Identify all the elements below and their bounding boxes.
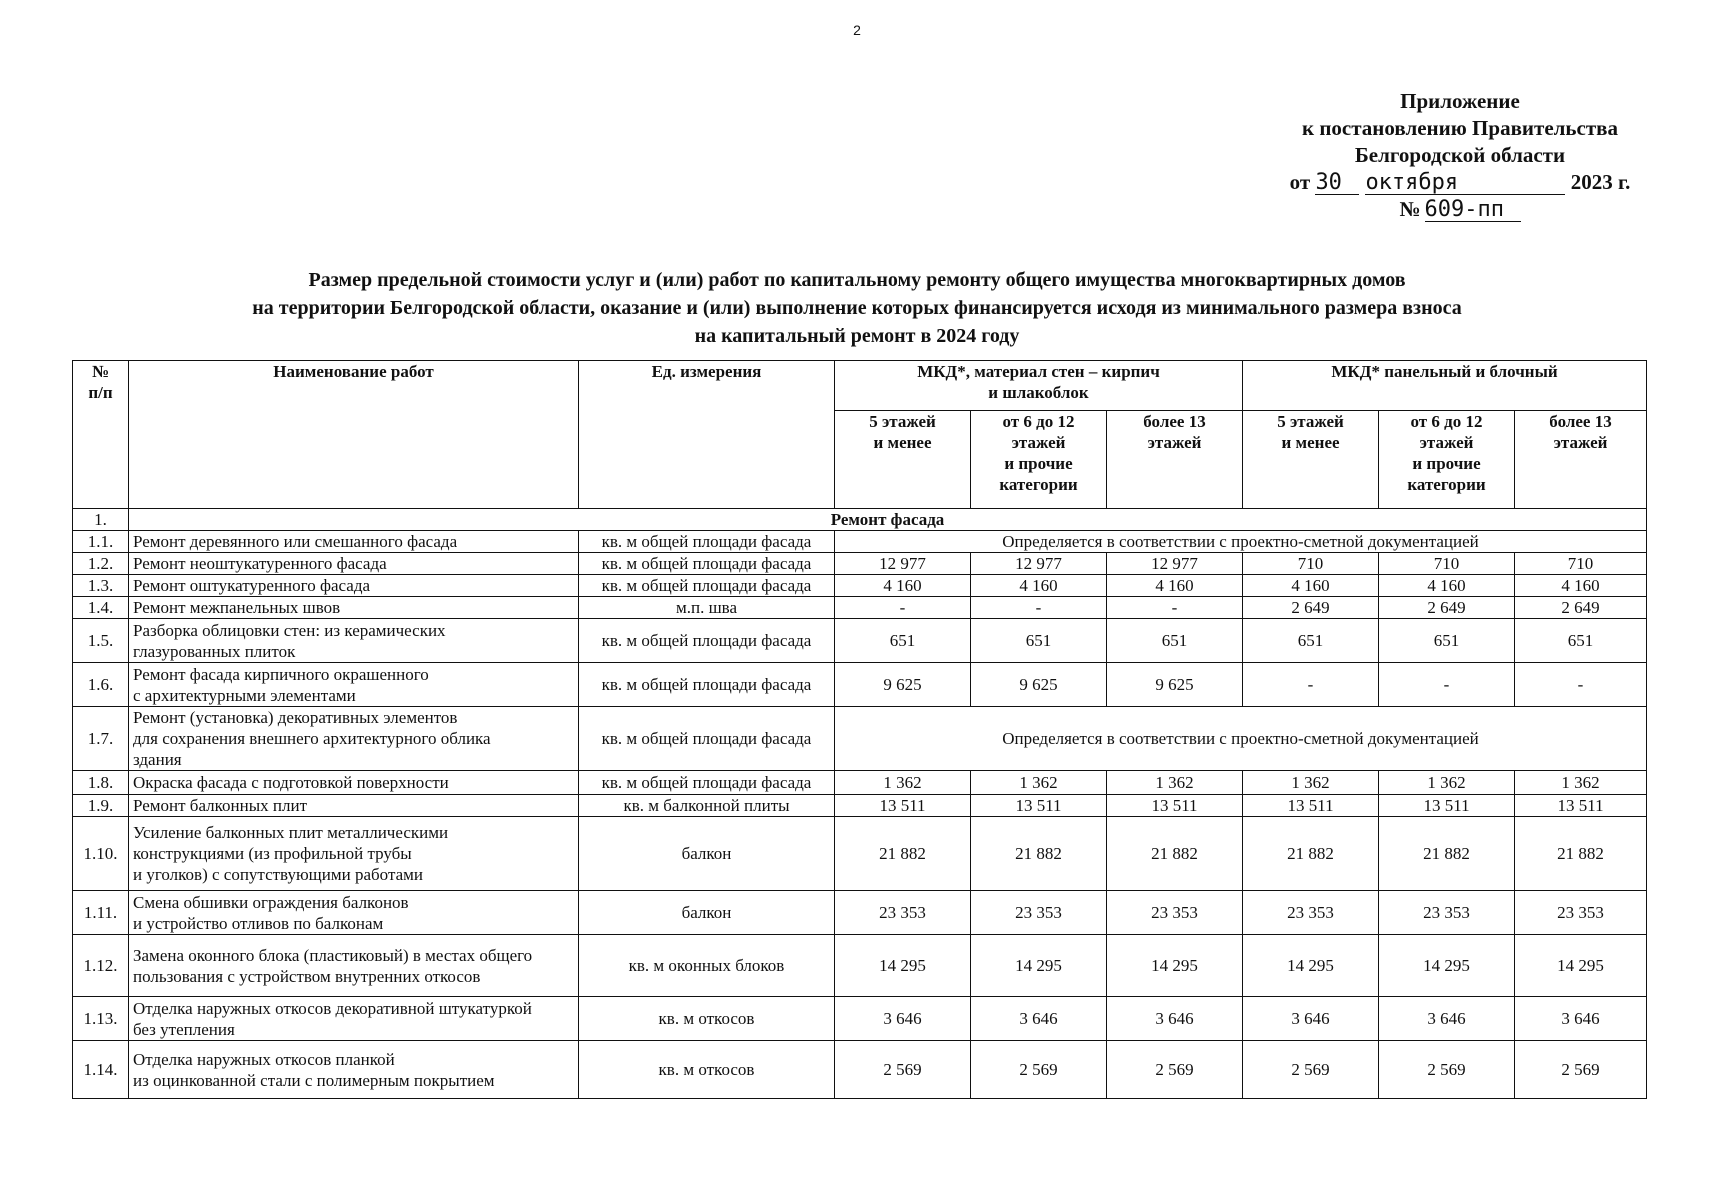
header-floors-line: более 13 <box>1549 412 1612 431</box>
row-value: 9 625 <box>835 663 971 707</box>
table-row <box>73 597 1647 619</box>
row-work-name <box>129 891 579 935</box>
row-value: 12 977 <box>835 553 971 575</box>
row-value: 651 <box>1107 619 1243 663</box>
row-value: 13 511 <box>971 795 1107 817</box>
row-value: 14 295 <box>971 935 1107 997</box>
row-unit: кв. м балконной плиты <box>579 795 835 817</box>
row-value: 21 882 <box>835 817 971 891</box>
number-prefix: № <box>1399 197 1421 221</box>
work-name-line: Замена оконного блока (пластиковый) в местах общего <box>133 945 533 965</box>
section-row <box>73 509 1647 531</box>
row-work-name <box>129 795 579 817</box>
row-value: 23 353 <box>971 891 1107 935</box>
work-name-line: Смена обшивки ограждения балконов <box>133 892 409 912</box>
header-group-brick-line: и шлакоблок <box>988 383 1089 402</box>
work-name-line: конструкциями (из профильной трубы <box>133 844 412 863</box>
row-value: 12 977 <box>971 553 1107 575</box>
row-note: Определяется в соответствии с проектно-сметной документацией <box>835 707 1647 771</box>
work-name-line: Усиление балконных плит металлическими <box>133 823 449 842</box>
header-floors-2 <box>971 411 1107 509</box>
row-num: 1.1. <box>73 531 129 553</box>
header-floors-line: от 6 до 12 <box>1410 412 1483 431</box>
table-row <box>73 553 1647 575</box>
row-value: 14 295 <box>1243 935 1379 997</box>
header-floors-6 <box>1515 411 1647 509</box>
document-title <box>60 266 1654 350</box>
header-floors-line: 5 этажей <box>869 412 936 431</box>
row-work-name <box>129 817 579 891</box>
row-value: 23 353 <box>1379 891 1515 935</box>
works-table <box>72 360 1647 1099</box>
row-num: 1.6. <box>73 663 129 707</box>
row-value: 710 <box>1515 553 1647 575</box>
row-value: 651 <box>1243 619 1379 663</box>
row-value: - <box>1515 663 1647 707</box>
work-name-line: Ремонт (установка) декоративных элементов <box>133 708 458 727</box>
row-unit: кв. м общей площади фасада <box>579 553 835 575</box>
work-name-line: Ремонт деревянного или смешанного фасада <box>133 532 458 551</box>
approval-date <box>1240 169 1680 196</box>
row-value: 3 646 <box>1107 997 1243 1041</box>
row-value: 23 353 <box>1107 891 1243 935</box>
date-day: 30 <box>1315 172 1359 195</box>
row-value: 4 160 <box>1515 575 1647 597</box>
row-value: 2 569 <box>1515 1041 1647 1099</box>
row-value: - <box>971 597 1107 619</box>
work-name-line: Окраска фасада с подготовкой поверхности <box>133 773 449 792</box>
row-value: 2 569 <box>1107 1041 1243 1099</box>
row-unit: кв. м общей площади фасада <box>579 619 835 663</box>
row-num: 1.11. <box>73 891 129 935</box>
row-value: 1 362 <box>835 771 971 795</box>
table-row <box>73 619 1647 663</box>
work-name-line: пользования с устройством внутренних откосов <box>133 966 481 986</box>
row-work-name <box>129 531 579 553</box>
row-num: 1.5. <box>73 619 129 663</box>
header-group-brick <box>835 361 1243 411</box>
row-unit: м.п. шва <box>579 597 835 619</box>
header-group-brick-line: МКД*, материал стен – кирпич <box>917 362 1160 381</box>
work-name-line: Ремонт оштукатуренного фасада <box>133 576 371 595</box>
approval-number <box>1240 196 1680 223</box>
row-work-name <box>129 553 579 575</box>
row-unit: кв. м общей площади фасада <box>579 575 835 597</box>
row-unit: кв. м откосов <box>579 1041 835 1099</box>
row-value: 710 <box>1379 553 1515 575</box>
row-value: 14 295 <box>1107 935 1243 997</box>
table-row <box>73 575 1647 597</box>
header-floors-line: и прочие <box>1004 454 1073 473</box>
row-value: 23 353 <box>835 891 971 935</box>
table-row <box>73 935 1647 997</box>
row-value: 21 882 <box>1107 817 1243 891</box>
header-floors-line: категории <box>1407 475 1486 494</box>
row-value: 3 646 <box>835 997 971 1041</box>
row-value: 21 882 <box>1243 817 1379 891</box>
row-value: 14 295 <box>835 935 971 997</box>
work-name-line: глазурованных плиток <box>133 641 296 661</box>
table-row <box>73 817 1647 891</box>
work-name-line: для сохранения внешнего архитектурного облика <box>133 729 491 748</box>
row-value: 13 511 <box>1379 795 1515 817</box>
row-work-name <box>129 935 579 997</box>
row-value: 14 295 <box>1515 935 1647 997</box>
row-unit: балкон <box>579 891 835 935</box>
work-name-line: здания <box>133 750 182 769</box>
row-value: 3 646 <box>1379 997 1515 1041</box>
header-num <box>73 361 129 509</box>
header-floors-line: категории <box>999 475 1078 494</box>
header-num-line: № <box>91 362 110 381</box>
date-prefix: от <box>1289 170 1311 194</box>
row-work-name <box>129 619 579 663</box>
row-value: - <box>1107 597 1243 619</box>
row-value: 1 362 <box>1515 771 1647 795</box>
work-name-line: Ремонт неоштукатуренного фасада <box>133 554 387 573</box>
row-value: 1 362 <box>1107 771 1243 795</box>
row-value: 651 <box>1515 619 1647 663</box>
row-unit: балкон <box>579 817 835 891</box>
header-floors-4 <box>1243 411 1379 509</box>
header-floors-line: этажей <box>1147 433 1202 452</box>
header-floors-line: этажей <box>1011 433 1066 452</box>
date-month: октября <box>1365 172 1565 195</box>
row-num: 1.12. <box>73 935 129 997</box>
row-value: 651 <box>835 619 971 663</box>
header-floors-line: и менее <box>1281 433 1340 452</box>
table-row <box>73 771 1647 795</box>
table-row <box>73 663 1647 707</box>
row-value: 21 882 <box>1379 817 1515 891</box>
table-row <box>73 997 1647 1041</box>
work-name-line: Ремонт межпанельных швов <box>133 598 341 617</box>
header-floors-line: от 6 до 12 <box>1002 412 1075 431</box>
row-value: 9 625 <box>971 663 1107 707</box>
row-value: 13 511 <box>1243 795 1379 817</box>
row-value: - <box>835 597 971 619</box>
approval-block <box>1240 88 1680 223</box>
row-value: 4 160 <box>1243 575 1379 597</box>
row-value: 2 649 <box>1515 597 1647 619</box>
table-row <box>73 1041 1647 1099</box>
row-num: 1.7. <box>73 707 129 771</box>
header-unit: Ед. измерения <box>579 361 835 509</box>
row-num: 1.3. <box>73 575 129 597</box>
row-unit: кв. м откосов <box>579 997 835 1041</box>
row-num: 1.4. <box>73 597 129 619</box>
row-value: 651 <box>1379 619 1515 663</box>
row-value: 1 362 <box>1379 771 1515 795</box>
row-unit: кв. м оконных блоков <box>579 935 835 997</box>
row-value: 23 353 <box>1243 891 1379 935</box>
title-line-2: на территории Белгородской области, оказание и (или) выполнение которых финансируется исходя из минимального размера взноса <box>252 297 1462 319</box>
row-value: 13 511 <box>1107 795 1243 817</box>
row-value: 2 569 <box>1243 1041 1379 1099</box>
row-value: 14 295 <box>1379 935 1515 997</box>
row-value: 4 160 <box>835 575 971 597</box>
row-unit: кв. м общей площади фасада <box>579 707 835 771</box>
row-value: 2 569 <box>835 1041 971 1099</box>
header-num-line: п/п <box>88 383 113 402</box>
date-year: 2023 г. <box>1570 170 1631 194</box>
header-floors-5 <box>1379 411 1515 509</box>
row-value: 21 882 <box>1515 817 1647 891</box>
approval-decree: к постановлению Правительства <box>1301 116 1619 140</box>
row-value: 2 569 <box>971 1041 1107 1099</box>
row-value: 2 569 <box>1379 1041 1515 1099</box>
row-value: 710 <box>1243 553 1379 575</box>
row-value: 13 511 <box>835 795 971 817</box>
row-num: 1.9. <box>73 795 129 817</box>
header-floors-line: 5 этажей <box>1277 412 1344 431</box>
row-value: 9 625 <box>1107 663 1243 707</box>
row-value: 23 353 <box>1515 891 1647 935</box>
title-line-3: на капитальный ремонт в 2024 году <box>694 325 1020 347</box>
row-value: 1 362 <box>971 771 1107 795</box>
row-value: 3 646 <box>1243 997 1379 1041</box>
work-name-line: Разборка облицовки стен: из керамических <box>133 620 446 640</box>
header-floors-line: и менее <box>873 433 932 452</box>
row-value: 2 649 <box>1379 597 1515 619</box>
section-title: Ремонт фасада <box>129 509 1647 531</box>
table-row <box>73 707 1647 771</box>
row-work-name <box>129 575 579 597</box>
row-value: 21 882 <box>971 817 1107 891</box>
row-work-name <box>129 663 579 707</box>
row-value: 12 977 <box>1107 553 1243 575</box>
approval-region: Белгородской области <box>1354 143 1566 167</box>
number-value: 609-пп <box>1425 199 1521 222</box>
row-value: 4 160 <box>1379 575 1515 597</box>
row-note: Определяется в соответствии с проектно-сметной документацией <box>835 531 1647 553</box>
work-name-line: без утепления <box>133 1019 235 1039</box>
row-work-name <box>129 707 579 771</box>
row-value: 4 160 <box>1107 575 1243 597</box>
row-value: 13 511 <box>1515 795 1647 817</box>
header-floors-line: этажей <box>1553 433 1608 452</box>
work-name-line: и устройство отливов по балконам <box>133 913 384 933</box>
row-num: 1.2. <box>73 553 129 575</box>
work-name-line: Ремонт фасада кирпичного окрашенного <box>133 664 429 684</box>
row-num: 1.10. <box>73 817 129 891</box>
row-value: 3 646 <box>971 997 1107 1041</box>
row-num: 1.8. <box>73 771 129 795</box>
approval-title: Приложение <box>1400 89 1520 113</box>
page-number: 2 <box>853 22 861 38</box>
row-value: 2 649 <box>1243 597 1379 619</box>
row-work-name <box>129 997 579 1041</box>
title-line-1: Размер предельной стоимости услуг и (или) работ по капитальному ремонту общего имущества многоквартирных домов <box>308 269 1406 291</box>
header-floors-3 <box>1107 411 1243 509</box>
row-unit: кв. м общей площади фасада <box>579 771 835 795</box>
header-name: Наименование работ <box>129 361 579 509</box>
row-unit: кв. м общей площади фасада <box>579 663 835 707</box>
header-floors-1 <box>835 411 971 509</box>
header-floors-line: более 13 <box>1143 412 1206 431</box>
row-unit: кв. м общей площади фасада <box>579 531 835 553</box>
work-name-line: Отделка наружных откосов планкой <box>133 1049 395 1069</box>
row-work-name <box>129 597 579 619</box>
row-num: 1.14. <box>73 1041 129 1099</box>
section-num: 1. <box>73 509 129 531</box>
header-floors-line: и прочие <box>1412 454 1481 473</box>
row-value: 4 160 <box>971 575 1107 597</box>
row-value: 1 362 <box>1243 771 1379 795</box>
row-value: - <box>1379 663 1515 707</box>
row-work-name <box>129 1041 579 1099</box>
row-value: 3 646 <box>1515 997 1647 1041</box>
row-value: 651 <box>971 619 1107 663</box>
work-name-line: и уголков) с сопутствующими работами <box>133 865 423 884</box>
work-name-line: из оцинкованной стали с полимерным покрытием <box>133 1070 495 1090</box>
work-name-line: с архитектурными элементами <box>133 685 356 705</box>
header-floors-line: этажей <box>1419 433 1474 452</box>
row-value: - <box>1243 663 1379 707</box>
row-work-name <box>129 771 579 795</box>
row-num: 1.13. <box>73 997 129 1041</box>
work-name-line: Ремонт балконных плит <box>133 796 308 815</box>
table-row <box>73 795 1647 817</box>
header-group-panel: МКД* панельный и блочный <box>1243 361 1647 411</box>
work-name-line: Отделка наружных откосов декоративной штукатуркой <box>133 998 532 1018</box>
table-row <box>73 531 1647 553</box>
table-row <box>73 891 1647 935</box>
